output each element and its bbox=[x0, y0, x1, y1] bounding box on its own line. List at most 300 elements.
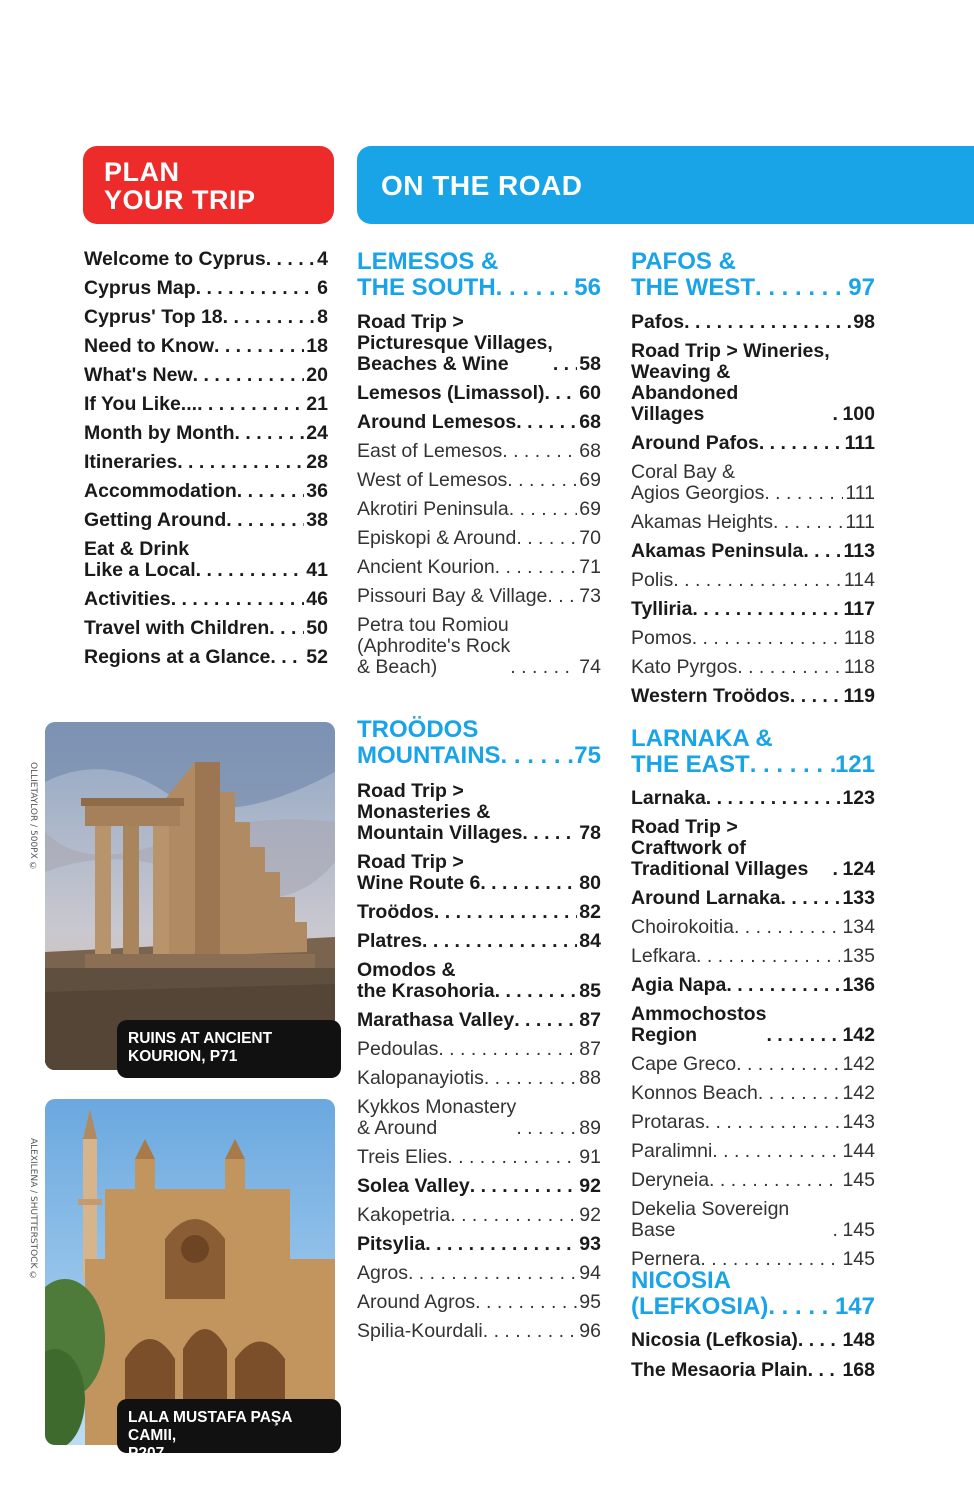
region-line1: LEMESOS & bbox=[357, 248, 499, 275]
toc-entry[interactable] bbox=[631, 599, 875, 620]
toc-entry-page: 123 bbox=[842, 787, 875, 809]
dot-leader bbox=[696, 946, 840, 967]
region-line2: THE WEST bbox=[631, 274, 755, 301]
toc-entry[interactable] bbox=[357, 470, 601, 491]
dot-leader bbox=[483, 1321, 578, 1342]
toc-entry[interactable] bbox=[357, 1097, 601, 1139]
toc-entry[interactable] bbox=[631, 433, 875, 454]
toc-entry-page: 100 bbox=[842, 403, 875, 425]
toc-entry-page: 36 bbox=[306, 480, 328, 502]
dot-leader bbox=[712, 1141, 840, 1162]
dot-leader bbox=[516, 1118, 577, 1139]
toc-entry[interactable] bbox=[357, 931, 601, 952]
dot-leader bbox=[226, 510, 304, 531]
toc-entry-title: Omodos & the Krasohoria bbox=[357, 959, 495, 1002]
dot-leader bbox=[269, 618, 304, 639]
dot-leader bbox=[266, 249, 315, 270]
toc-entry-title: Need to Know bbox=[84, 335, 214, 357]
toc-entry[interactable] bbox=[357, 441, 601, 462]
dot-leader bbox=[196, 560, 305, 581]
dot-leader bbox=[766, 1025, 840, 1046]
toc-entry-title: Paralimni bbox=[631, 1140, 713, 1162]
toc-entry-title: Lemesos (Limassol) bbox=[357, 382, 545, 404]
dot-leader bbox=[832, 859, 840, 880]
toc-entry-title: Deryneia bbox=[631, 1169, 710, 1191]
toc-entry-page: 143 bbox=[842, 1111, 875, 1133]
toc-entry[interactable] bbox=[357, 902, 601, 923]
dot-leader bbox=[196, 278, 316, 299]
toc-entry-title: Welcome to Cyprus bbox=[84, 248, 266, 270]
kourion-caption: RUINS AT ANCIENT KOURION, P71 bbox=[117, 1020, 341, 1078]
dot-leader bbox=[235, 423, 305, 444]
toc-entry-page: 24 bbox=[306, 422, 328, 444]
toc-entry[interactable] bbox=[357, 852, 601, 894]
toc-entry-page: 28 bbox=[306, 451, 328, 473]
toc-entry-title: Pafos bbox=[631, 311, 685, 333]
toc-entry-page: 95 bbox=[579, 1291, 601, 1313]
toc-entry-page: 52 bbox=[306, 646, 328, 668]
toc-entry-title: Tylliria bbox=[631, 598, 693, 620]
dot-leader bbox=[736, 1054, 840, 1075]
toc-entry[interactable] bbox=[357, 1039, 601, 1060]
toc-entry-page: 113 bbox=[843, 540, 875, 562]
toc-entry[interactable] bbox=[631, 1004, 875, 1046]
toc-entry[interactable] bbox=[357, 557, 601, 578]
toc-entry[interactable] bbox=[631, 1360, 875, 1381]
toc-entry-title: Pernera bbox=[631, 1248, 701, 1270]
toc-entry[interactable] bbox=[631, 888, 875, 909]
toc-entry-page: 93 bbox=[579, 1233, 601, 1255]
toc-entry[interactable] bbox=[84, 307, 328, 328]
region-line1: TROÖDOS bbox=[357, 716, 479, 743]
toc-entry-title: Western Troödos bbox=[631, 685, 790, 707]
toc-entry-title: Akamas Heights bbox=[631, 511, 773, 533]
toc-entry[interactable] bbox=[631, 541, 875, 562]
toc-entry-title: Kato Pyrgos bbox=[631, 656, 738, 678]
dot-leader bbox=[422, 931, 577, 952]
toc-entry-title: Agros bbox=[357, 1262, 408, 1284]
toc-entry[interactable] bbox=[84, 452, 328, 473]
dot-leader bbox=[692, 599, 841, 620]
dot-leader bbox=[177, 452, 304, 473]
toc-entry-title: Around Larnaka bbox=[631, 887, 781, 909]
toc-entry-title: Lefkara bbox=[631, 945, 697, 967]
toc-entry[interactable] bbox=[631, 1170, 875, 1191]
dot-leader bbox=[773, 512, 843, 533]
toc-entry-page: 85 bbox=[579, 980, 601, 1002]
dot-leader bbox=[197, 394, 304, 415]
toc-entry[interactable] bbox=[84, 365, 328, 386]
toc-entry-title: Akrotiri Peninsula bbox=[357, 498, 509, 520]
dot-leader bbox=[450, 1205, 577, 1226]
dot-leader bbox=[547, 586, 577, 607]
toc-entry-page: 50 bbox=[306, 617, 328, 639]
toc-entry-title: Troödos bbox=[357, 901, 434, 923]
toc-entry-title: Around Lemesos bbox=[357, 411, 517, 433]
dot-leader bbox=[798, 1330, 841, 1351]
toc-entry-page: 84 bbox=[579, 930, 601, 952]
toc-entry[interactable] bbox=[631, 817, 875, 880]
toc-entry[interactable] bbox=[357, 383, 601, 404]
dot-leader bbox=[832, 1220, 840, 1241]
toc-entry-title: Cyprus' Top 18 bbox=[84, 306, 223, 328]
dot-leader bbox=[553, 354, 577, 375]
dot-leader bbox=[502, 441, 577, 462]
toc-entry-title: Pedoulas bbox=[357, 1038, 439, 1060]
plan-your-trip-banner: PLAN YOUR TRIP bbox=[83, 146, 334, 224]
toc-entry[interactable] bbox=[357, 781, 601, 844]
dot-leader bbox=[514, 1010, 577, 1031]
toc-entry-title: Itineraries bbox=[84, 451, 178, 473]
dot-leader bbox=[510, 657, 577, 678]
dot-leader bbox=[214, 336, 304, 357]
toc-entry[interactable] bbox=[357, 312, 601, 375]
toc-entry-page: 98 bbox=[853, 311, 875, 333]
toc-entry-title: Kalopanayiotis bbox=[357, 1067, 484, 1089]
dot-leader bbox=[758, 1083, 841, 1104]
toc-entry-title: Road Trip > Monasteries & Mountain Villages bbox=[357, 780, 523, 844]
region-line2: (LEFKOSIA) bbox=[631, 1293, 769, 1320]
troodos-list bbox=[357, 781, 601, 1350]
toc-entry-title: Marathasa Valley bbox=[357, 1009, 515, 1031]
toc-entry-page: 118 bbox=[843, 627, 875, 649]
toc-entry-page: 4 bbox=[317, 248, 328, 270]
dot-leader bbox=[507, 470, 577, 491]
toc-entry-title: Coral Bay & Agios Georgios bbox=[631, 461, 765, 504]
toc-entry-title: Road Trip > Picturesque Villages, Beaches & Wine bbox=[357, 311, 553, 375]
toc-entry-page: 38 bbox=[306, 509, 328, 531]
toc-entry-title: Konnos Beach bbox=[631, 1082, 758, 1104]
toc-entry[interactable] bbox=[631, 946, 875, 967]
toc-entry[interactable] bbox=[631, 570, 875, 591]
toc-entry-title: Around Agros bbox=[357, 1291, 476, 1313]
toc-entry-title: Cape Greco bbox=[631, 1053, 737, 1075]
toc-entry-page: 148 bbox=[842, 1329, 875, 1351]
toc-entry-page: 74 bbox=[579, 656, 601, 678]
toc-entry[interactable] bbox=[631, 1330, 875, 1351]
photo-credit-mustafa: ALEXILENA / SHUTTERSTOCK © bbox=[28, 1138, 38, 1282]
dot-leader bbox=[480, 873, 577, 894]
on-the-road-banner: ON THE ROAD bbox=[357, 146, 974, 224]
toc-entry[interactable] bbox=[84, 423, 328, 444]
dot-leader bbox=[803, 541, 841, 562]
dot-leader bbox=[673, 570, 842, 591]
toc-entry[interactable] bbox=[84, 647, 328, 668]
lemesos-list bbox=[357, 312, 601, 686]
dot-leader bbox=[705, 1112, 841, 1133]
toc-entry[interactable] bbox=[84, 539, 328, 581]
toc-entry-title: Road Trip > Craftwork of Traditional Villages bbox=[631, 816, 809, 880]
region-page: 121 bbox=[834, 751, 875, 778]
toc-entry[interactable] bbox=[84, 618, 328, 639]
toc-entry-title: Ammochostos Region bbox=[631, 1003, 767, 1046]
toc-entry[interactable] bbox=[631, 462, 875, 504]
toc-entry-page: 134 bbox=[842, 916, 875, 938]
dot-leader bbox=[516, 528, 577, 549]
toc-entry-title: Nicosia (Lefkosia) bbox=[631, 1329, 798, 1351]
dot-leader bbox=[808, 1360, 841, 1381]
toc-entry[interactable] bbox=[631, 1199, 875, 1241]
toc-entry[interactable] bbox=[84, 589, 328, 610]
region-pafos[interactable] bbox=[631, 249, 875, 301]
toc-entry-page: 73 bbox=[579, 585, 601, 607]
dot-leader bbox=[237, 481, 305, 502]
toc-entry-page: 89 bbox=[579, 1117, 601, 1139]
toc-entry[interactable] bbox=[357, 960, 601, 1002]
toc-entry[interactable] bbox=[631, 1054, 875, 1075]
toc-entry[interactable] bbox=[631, 686, 875, 707]
toc-entry-page: 78 bbox=[579, 822, 601, 844]
dot-leader bbox=[270, 647, 304, 668]
plan-trip-list bbox=[84, 249, 328, 676]
region-troodos[interactable] bbox=[357, 717, 601, 769]
dot-leader bbox=[425, 1234, 577, 1255]
dot-leader bbox=[692, 628, 842, 649]
dot-leader bbox=[509, 499, 578, 520]
toc-entry-page: 20 bbox=[306, 364, 328, 386]
toc-entry[interactable] bbox=[631, 1112, 875, 1133]
toc-entry-title: If You Like... bbox=[84, 393, 198, 415]
toc-entry[interactable] bbox=[357, 1068, 601, 1089]
toc-entry-page: 111 bbox=[844, 432, 875, 454]
toc-entry-title: Kykkos Monastery & Around bbox=[357, 1096, 517, 1139]
lala-mustafa-pasa-photo bbox=[45, 1099, 335, 1445]
region-line2: THE EAST bbox=[631, 751, 750, 778]
dot-leader bbox=[709, 1170, 840, 1191]
toc-entry-page: 87 bbox=[579, 1038, 601, 1060]
toc-entry[interactable] bbox=[357, 412, 601, 433]
toc-entry-title: Activities bbox=[84, 588, 171, 610]
toc-entry-page: 142 bbox=[842, 1053, 875, 1075]
toc-entry-page: 8 bbox=[317, 306, 328, 328]
mustafa-caption: LALA MUSTAFA PAŞA CAMII, P207 bbox=[117, 1399, 341, 1453]
dot-leader bbox=[438, 1039, 577, 1060]
toc-entry[interactable] bbox=[631, 917, 875, 938]
toc-entry-page: 144 bbox=[842, 1140, 875, 1162]
toc-entry-page: 168 bbox=[842, 1359, 875, 1381]
toc-entry[interactable] bbox=[631, 341, 875, 425]
toc-entry-page: 119 bbox=[843, 685, 875, 707]
dot-leader bbox=[832, 404, 840, 425]
toc-entry-page: 117 bbox=[843, 598, 875, 620]
dot-leader bbox=[737, 657, 842, 678]
toc-entry-title: Cyprus Map bbox=[84, 277, 196, 299]
toc-entry[interactable] bbox=[357, 1205, 601, 1226]
dot-leader bbox=[408, 1263, 577, 1284]
toc-entry-title: Accommodation bbox=[84, 480, 237, 502]
dot-leader bbox=[193, 365, 305, 386]
toc-entry-page: 70 bbox=[579, 527, 601, 549]
toc-entry-title: Pomos bbox=[631, 627, 692, 649]
region-page: 75 bbox=[574, 742, 601, 769]
dot-leader bbox=[684, 312, 851, 333]
toc-entry[interactable] bbox=[84, 249, 328, 270]
toc-entry-title: Larnaka bbox=[631, 787, 706, 809]
dot-leader bbox=[484, 1068, 577, 1089]
toc-entry-page: 60 bbox=[579, 382, 601, 404]
toc-entry-page: 111 bbox=[845, 482, 875, 504]
toc-entry[interactable] bbox=[631, 657, 875, 678]
dot-leader bbox=[434, 902, 577, 923]
toc-entry-title: Spilia-Kourdali bbox=[357, 1320, 483, 1342]
toc-entry[interactable] bbox=[357, 1234, 601, 1255]
toc-entry-title: Ancient Kourion bbox=[357, 556, 495, 578]
toc-entry-title: Petra tou Romiou (Aphrodite's Rock & Beach) bbox=[357, 614, 511, 678]
region-page: 56 bbox=[574, 274, 601, 301]
toc-entry-title: Pitsylia bbox=[357, 1233, 426, 1255]
toc-entry[interactable] bbox=[631, 1141, 875, 1162]
toc-entry-title: Polis bbox=[631, 569, 674, 591]
region-line2: THE SOUTH bbox=[357, 274, 496, 301]
toc-entry-title: East of Lemesos bbox=[357, 440, 503, 462]
region-nicosia[interactable] bbox=[631, 1268, 875, 1320]
toc-entry-title: The Mesaoria Plain bbox=[631, 1359, 808, 1381]
toc-entry[interactable] bbox=[84, 394, 328, 415]
toc-entry-title: Platres bbox=[357, 930, 423, 952]
toc-entry-title: Road Trip > Wineries, Weaving & Abandoned Villages bbox=[631, 340, 830, 425]
toc-entry-page: 87 bbox=[579, 1009, 601, 1031]
toc-entry-title: Month by Month bbox=[84, 422, 235, 444]
toc-entry[interactable] bbox=[631, 975, 875, 996]
dot-leader bbox=[171, 589, 305, 610]
toc-entry-title: Road Trip > Wine Route 6 bbox=[357, 851, 481, 894]
toc-entry[interactable] bbox=[84, 336, 328, 357]
toc-entry-page: 142 bbox=[842, 1024, 875, 1046]
toc-entry-title: Treis Elies bbox=[357, 1146, 448, 1168]
toc-entry-page: 80 bbox=[579, 872, 601, 894]
toc-entry-title: Episkopi & Around bbox=[357, 527, 517, 549]
toc-entry-page: 21 bbox=[306, 393, 328, 415]
toc-entry-page: 145 bbox=[842, 1248, 875, 1270]
toc-entry-page: 88 bbox=[579, 1067, 601, 1089]
toc-entry-title: Choirokoitia bbox=[631, 916, 734, 938]
dot-leader bbox=[470, 1176, 578, 1197]
toc-entry-page: 92 bbox=[579, 1175, 601, 1197]
toc-entry-page: 145 bbox=[842, 1169, 875, 1191]
dot-leader bbox=[495, 557, 578, 578]
dot-leader bbox=[475, 1292, 577, 1313]
toc-entry-page: 58 bbox=[579, 353, 601, 375]
toc-entry-title: Regions at a Glance bbox=[84, 646, 271, 668]
dot-leader bbox=[790, 686, 842, 707]
dot-leader bbox=[516, 412, 577, 433]
region-lemesos[interactable] bbox=[357, 249, 601, 301]
toc-entry-page: 6 bbox=[317, 277, 328, 299]
toc-entry[interactable] bbox=[357, 499, 601, 520]
toc-entry[interactable] bbox=[357, 615, 601, 678]
toc-entry-page: 68 bbox=[579, 411, 601, 433]
toc-entry-title: Around Pafos bbox=[631, 432, 759, 454]
toc-entry[interactable] bbox=[631, 512, 875, 533]
toc-entry-title: West of Lemesos bbox=[357, 469, 508, 491]
dot-leader bbox=[544, 383, 577, 404]
toc-entry-page: 69 bbox=[579, 469, 601, 491]
toc-entry[interactable] bbox=[84, 510, 328, 531]
dot-leader bbox=[223, 307, 316, 328]
toc-entry[interactable] bbox=[357, 1010, 601, 1031]
pafos-list bbox=[631, 312, 875, 715]
toc-entry-page: 118 bbox=[843, 656, 875, 678]
toc-entry-page: 82 bbox=[579, 901, 601, 923]
toc-entry-page: 71 bbox=[579, 556, 601, 578]
toc-entry-title: Kakopetria bbox=[357, 1204, 451, 1226]
nicosia-list bbox=[631, 1330, 875, 1390]
dot-leader bbox=[726, 975, 840, 996]
toc-entry-title: Pissouri Bay & Village bbox=[357, 585, 548, 607]
toc-entry-page: 68 bbox=[579, 440, 601, 462]
toc-entry[interactable] bbox=[631, 312, 875, 333]
region-line2: MOUNTAINS bbox=[357, 742, 501, 769]
toc-entry[interactable] bbox=[357, 1176, 601, 1197]
toc-entry-page: 114 bbox=[843, 569, 875, 591]
toc-entry-page: 94 bbox=[579, 1262, 601, 1284]
region-line1: NICOSIA bbox=[631, 1267, 732, 1294]
dot-leader bbox=[495, 981, 578, 1002]
toc-entry-page: 135 bbox=[842, 945, 875, 967]
toc-entry-page: 69 bbox=[579, 498, 601, 520]
toc-entry[interactable] bbox=[631, 628, 875, 649]
dot-leader bbox=[764, 483, 843, 504]
region-page: 147 bbox=[834, 1293, 875, 1320]
toc-entry[interactable] bbox=[357, 1263, 601, 1284]
kourion-ruins-photo bbox=[45, 722, 335, 1070]
toc-entry-title: What's New bbox=[84, 364, 193, 386]
photo-credit-kourion: OLLIETAYLOR / 500PX © bbox=[28, 762, 38, 872]
toc-entry-page: 92 bbox=[579, 1204, 601, 1226]
toc-entry-title: Akamas Peninsula bbox=[631, 540, 804, 562]
region-larnaka[interactable] bbox=[631, 726, 875, 778]
toc-entry-title: Agia Napa bbox=[631, 974, 727, 996]
toc-entry-title: Solea Valley bbox=[357, 1175, 470, 1197]
toc-entry-page: 142 bbox=[842, 1082, 875, 1104]
toc-entry[interactable] bbox=[357, 586, 601, 607]
toc-entry-page: 91 bbox=[579, 1146, 601, 1168]
toc-entry[interactable] bbox=[357, 1292, 601, 1313]
larnaka-list bbox=[631, 788, 875, 1278]
toc-entry-title: Eat & Drink Like a Local bbox=[84, 538, 196, 581]
toc-entry-title: Protaras bbox=[631, 1111, 705, 1133]
toc-entry-page: 145 bbox=[842, 1219, 875, 1241]
dot-leader bbox=[734, 917, 840, 938]
toc-entry-title: Travel with Children bbox=[84, 617, 270, 639]
toc-entry-page: 124 bbox=[842, 858, 875, 880]
toc-entry-page: 133 bbox=[842, 887, 875, 909]
dot-leader bbox=[447, 1147, 577, 1168]
toc-entry-page: 18 bbox=[306, 335, 328, 357]
toc-entry-page: 96 bbox=[579, 1320, 601, 1342]
toc-entry-page: 46 bbox=[306, 588, 328, 610]
toc-entry-page: 111 bbox=[845, 511, 875, 533]
dot-leader bbox=[759, 433, 843, 454]
toc-entry[interactable] bbox=[84, 481, 328, 502]
region-line1: LARNAKA & bbox=[631, 725, 773, 752]
toc-entry-title: Dekelia Sovereign Base bbox=[631, 1198, 790, 1241]
toc-entry[interactable] bbox=[631, 1083, 875, 1104]
toc-entry-page: 136 bbox=[842, 974, 875, 996]
toc-entry[interactable] bbox=[357, 528, 601, 549]
region-line1: PAFOS & bbox=[631, 248, 736, 275]
toc-entry[interactable] bbox=[357, 1147, 601, 1168]
toc-entry-title: Getting Around bbox=[84, 509, 227, 531]
toc-entry-page: 41 bbox=[306, 559, 328, 581]
region-page: 97 bbox=[848, 274, 875, 301]
dot-leader bbox=[522, 823, 577, 844]
dot-leader bbox=[706, 788, 841, 809]
toc-entry[interactable] bbox=[84, 278, 328, 299]
toc-entry[interactable] bbox=[357, 1321, 601, 1342]
dot-leader bbox=[781, 888, 841, 909]
toc-entry[interactable] bbox=[631, 788, 875, 809]
